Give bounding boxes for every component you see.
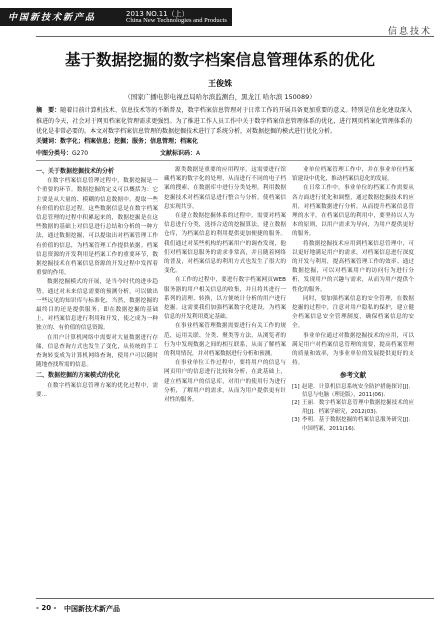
keywords-text: 数字化；档案信息；挖掘；服务；信息管理；档案化 bbox=[60, 138, 199, 145]
footer-divider bbox=[36, 598, 434, 599]
paragraph: 在事业单位工作过程中，要将用户的信息与网页用户的信息进行比较和分析，在此基础上，建立档案用户的信息库，对用户的使用行为进行分析，了解用户的需求，从而为用户提供更有针对性的服务。 bbox=[164, 360, 286, 404]
abstract-text: 随着目前计算机技术、信息技术等的不断普及，数字档案信息管理对于日常工作的开展具备更加重要的意义。特别是信息化建设深入推进的今天，社会对于网页档案化管理需求更强烈。为了推进工作人员工作中关于数字档案信息管理体系的优化，进行网页档案化管理体系的优化是非常必要的。本文对数字档案信息管理的数据挖掘技术进行了系统分析，对数据挖掘的模式进行优化分析。 bbox=[36, 107, 412, 135]
paragraph: 事业单位通过对数据挖掘技术的应用，可以满足用户对档案信息管理的需要，提高档案管理的质量和效率，为事业单位的发展提供更好的支持。 bbox=[292, 332, 414, 367]
section-heading: 一、关于数据挖掘技术的分析 bbox=[36, 168, 115, 175]
reference-item bbox=[292, 383, 414, 400]
paragraph: 将数据挖掘技术应用到档案信息管理中，可以更好地满足用户的需求，对档案信息进行深度的开发与利用，提高档案管理工作的效率。通过数据挖掘，可以对档案用户的访问行为进行分析，发现用户的兴趣与需求，从而为用户提供个性化的服务。 bbox=[292, 240, 414, 293]
reference-item bbox=[292, 399, 414, 416]
paragraph: 源类数据是重要的应用程序。这需要进行馆藏档案的数字化的处理，从而进行不同的电子档案的搜索、在数据库中进行分类处理，利用数据挖掘技术对档案信息进行整合与分析，使档案信息实现共享。 bbox=[164, 167, 286, 210]
reference-text: 王丽．数字档案信息管理中数据挖掘技术的应用[J]．档案学研究，2012(03)． bbox=[302, 400, 414, 415]
reference-item bbox=[292, 416, 414, 433]
paragraph: 在事业档案管理数据需要进行有关工作的规范，运用关联、分类、聚类等方法，从浏览者的行为中发现数据之间的相互联系，从而了解档案的利用情况，并对档案数据进行分析和预测。 bbox=[164, 323, 286, 358]
section-heading: 二、数据挖掘的方案模式的优化 bbox=[36, 372, 121, 380]
paragraph: 在用户计算机网络中需要对大量数据进行存储，信息查询方式也发生了变化，从传统的手工查询转变成为计算机网络查询，使用户可以随时随地查找所需的信息。 bbox=[36, 334, 158, 369]
page-footer bbox=[0, 598, 440, 620]
body-column-2 bbox=[164, 166, 286, 405]
paragraph: 在数字档案信息管理过程中，数据挖掘是一个重要的环节。数据挖掘的定义可以概括为：它主要是从大量的、模糊的信息数据中，提取一些有价值的信息过程。这些数据信息是在数字档案信息管理的过程中积累起来的，数据挖掘是在这些数据的基础上对信息进行总结和分析的一种方法，通过数据挖掘，可以提取出对档案管理工作有价值的信息，为档案管理工作提供依据。档案信息资源的开发利用是档案工作的重要环节，数据挖掘技术在档案信息资源的开发过程中发挥着重要的作用。 bbox=[36, 178, 158, 277]
clc-number bbox=[36, 148, 88, 157]
page-header bbox=[0, 0, 440, 36]
keywords bbox=[36, 136, 412, 145]
paragraph: 业单位档案管理工作中，并在事业单位档案馆建设中优化，推动档案信息化的发展。 bbox=[292, 167, 414, 183]
paragraph: 在日常工作中，事业单位的档案工作需要从各方面进行优化和调整，通过数据挖掘技术的应用，对档案数据进行分析，从而提升档案信息管理的水平。在档案信息的利用中，要坚持以人为本的原则，以用户需求为导向，为用户提供更好的服务。 bbox=[292, 185, 414, 238]
paragraph: 在数字档案信息管理方案的优化过程中，需要... bbox=[36, 382, 158, 398]
paragraph: 数据挖掘模式的开展，是当今时代的进步趋势。通过对未来信息需要的预测分析，可以做出一些远见的知识库与标准化，当然，数据挖掘的最终目的还是提供服务，即在数据挖掘的基础上，对档案信息进行利用和开发，使之成为一种独立的、有价值的信息资源。 bbox=[36, 279, 158, 332]
keywords-label: 关键词： bbox=[36, 138, 61, 145]
abstract-divider bbox=[36, 160, 412, 161]
paragraph: 在建立数据挖掘体系的过程中，需要对档案信息进行分类，选择合适的挖掘算法，建立数据仓库，为档案信息的利用提供更加便捷的服务。我们通过对某些机构的档案用户的调查发现，他们对档案信息服务的需求非常高，并且随着网络的普及，对档案信息的利用方式也发生了很大的变化。 bbox=[164, 213, 286, 275]
footer-magazine-name: 中国新技术新产品 bbox=[64, 605, 120, 613]
masthead-title: 中国新技术新产品 bbox=[8, 13, 97, 23]
reference-text: 李明．基于数据挖掘的档案信息服务研究[J]．中国档案，2011(16)． bbox=[302, 417, 414, 432]
doccode-label: 文献标识码： bbox=[160, 150, 197, 157]
article-author: 王俊姝 bbox=[208, 79, 232, 88]
abstract bbox=[36, 106, 412, 138]
abstract-label: 摘 要： bbox=[36, 107, 61, 114]
references-heading: 参考文献 bbox=[340, 371, 366, 380]
section-label: 信息技术 bbox=[387, 27, 432, 37]
reference-number: [1] bbox=[292, 383, 300, 390]
doccode-value: A bbox=[196, 150, 201, 157]
page-number: - 20 - bbox=[36, 604, 57, 612]
document-code bbox=[160, 148, 200, 157]
clc-label: 中图分类号： bbox=[36, 150, 73, 157]
body-column-3 bbox=[292, 166, 414, 433]
clc-value: G270 bbox=[72, 150, 89, 157]
body-column-1 bbox=[36, 166, 158, 400]
author-affiliation: （国家广播电影电视总局哈尔滨监测台，黑龙江 哈尔滨 150089） bbox=[124, 93, 316, 101]
article-title: 基于数据挖掘的数字档案信息管理体系的优化 bbox=[64, 51, 375, 69]
reference-number: [2] bbox=[292, 400, 300, 407]
reference-number: [3] bbox=[292, 417, 300, 424]
masthead-subtitle: China New Technologies and Products bbox=[126, 17, 227, 24]
issue-number: 2013 NO.11（上） bbox=[126, 10, 189, 18]
reference-text: 赵建．计算机信息系统安全防护措施探讨[J]．信息与电脑（理论版），2011(06)． bbox=[302, 383, 414, 399]
paragraph: 在工作的过程中，要进行数字档案网页WEB服务器的用户相关信息的收集，并且将其进行一系列的清理、转换，以方便统计分析的用户进行挖掘。这需要我们加强档案数字化建设，为档案信息的开发利用奠定基础。 bbox=[164, 277, 286, 321]
header-divider bbox=[36, 36, 434, 37]
paragraph: 同时，要加强档案信息的安全管理，在数据挖掘的过程中，注意对用户隐私的保护，建立健全档案信息安全管理制度，确保档案信息的安全。 bbox=[292, 295, 414, 330]
